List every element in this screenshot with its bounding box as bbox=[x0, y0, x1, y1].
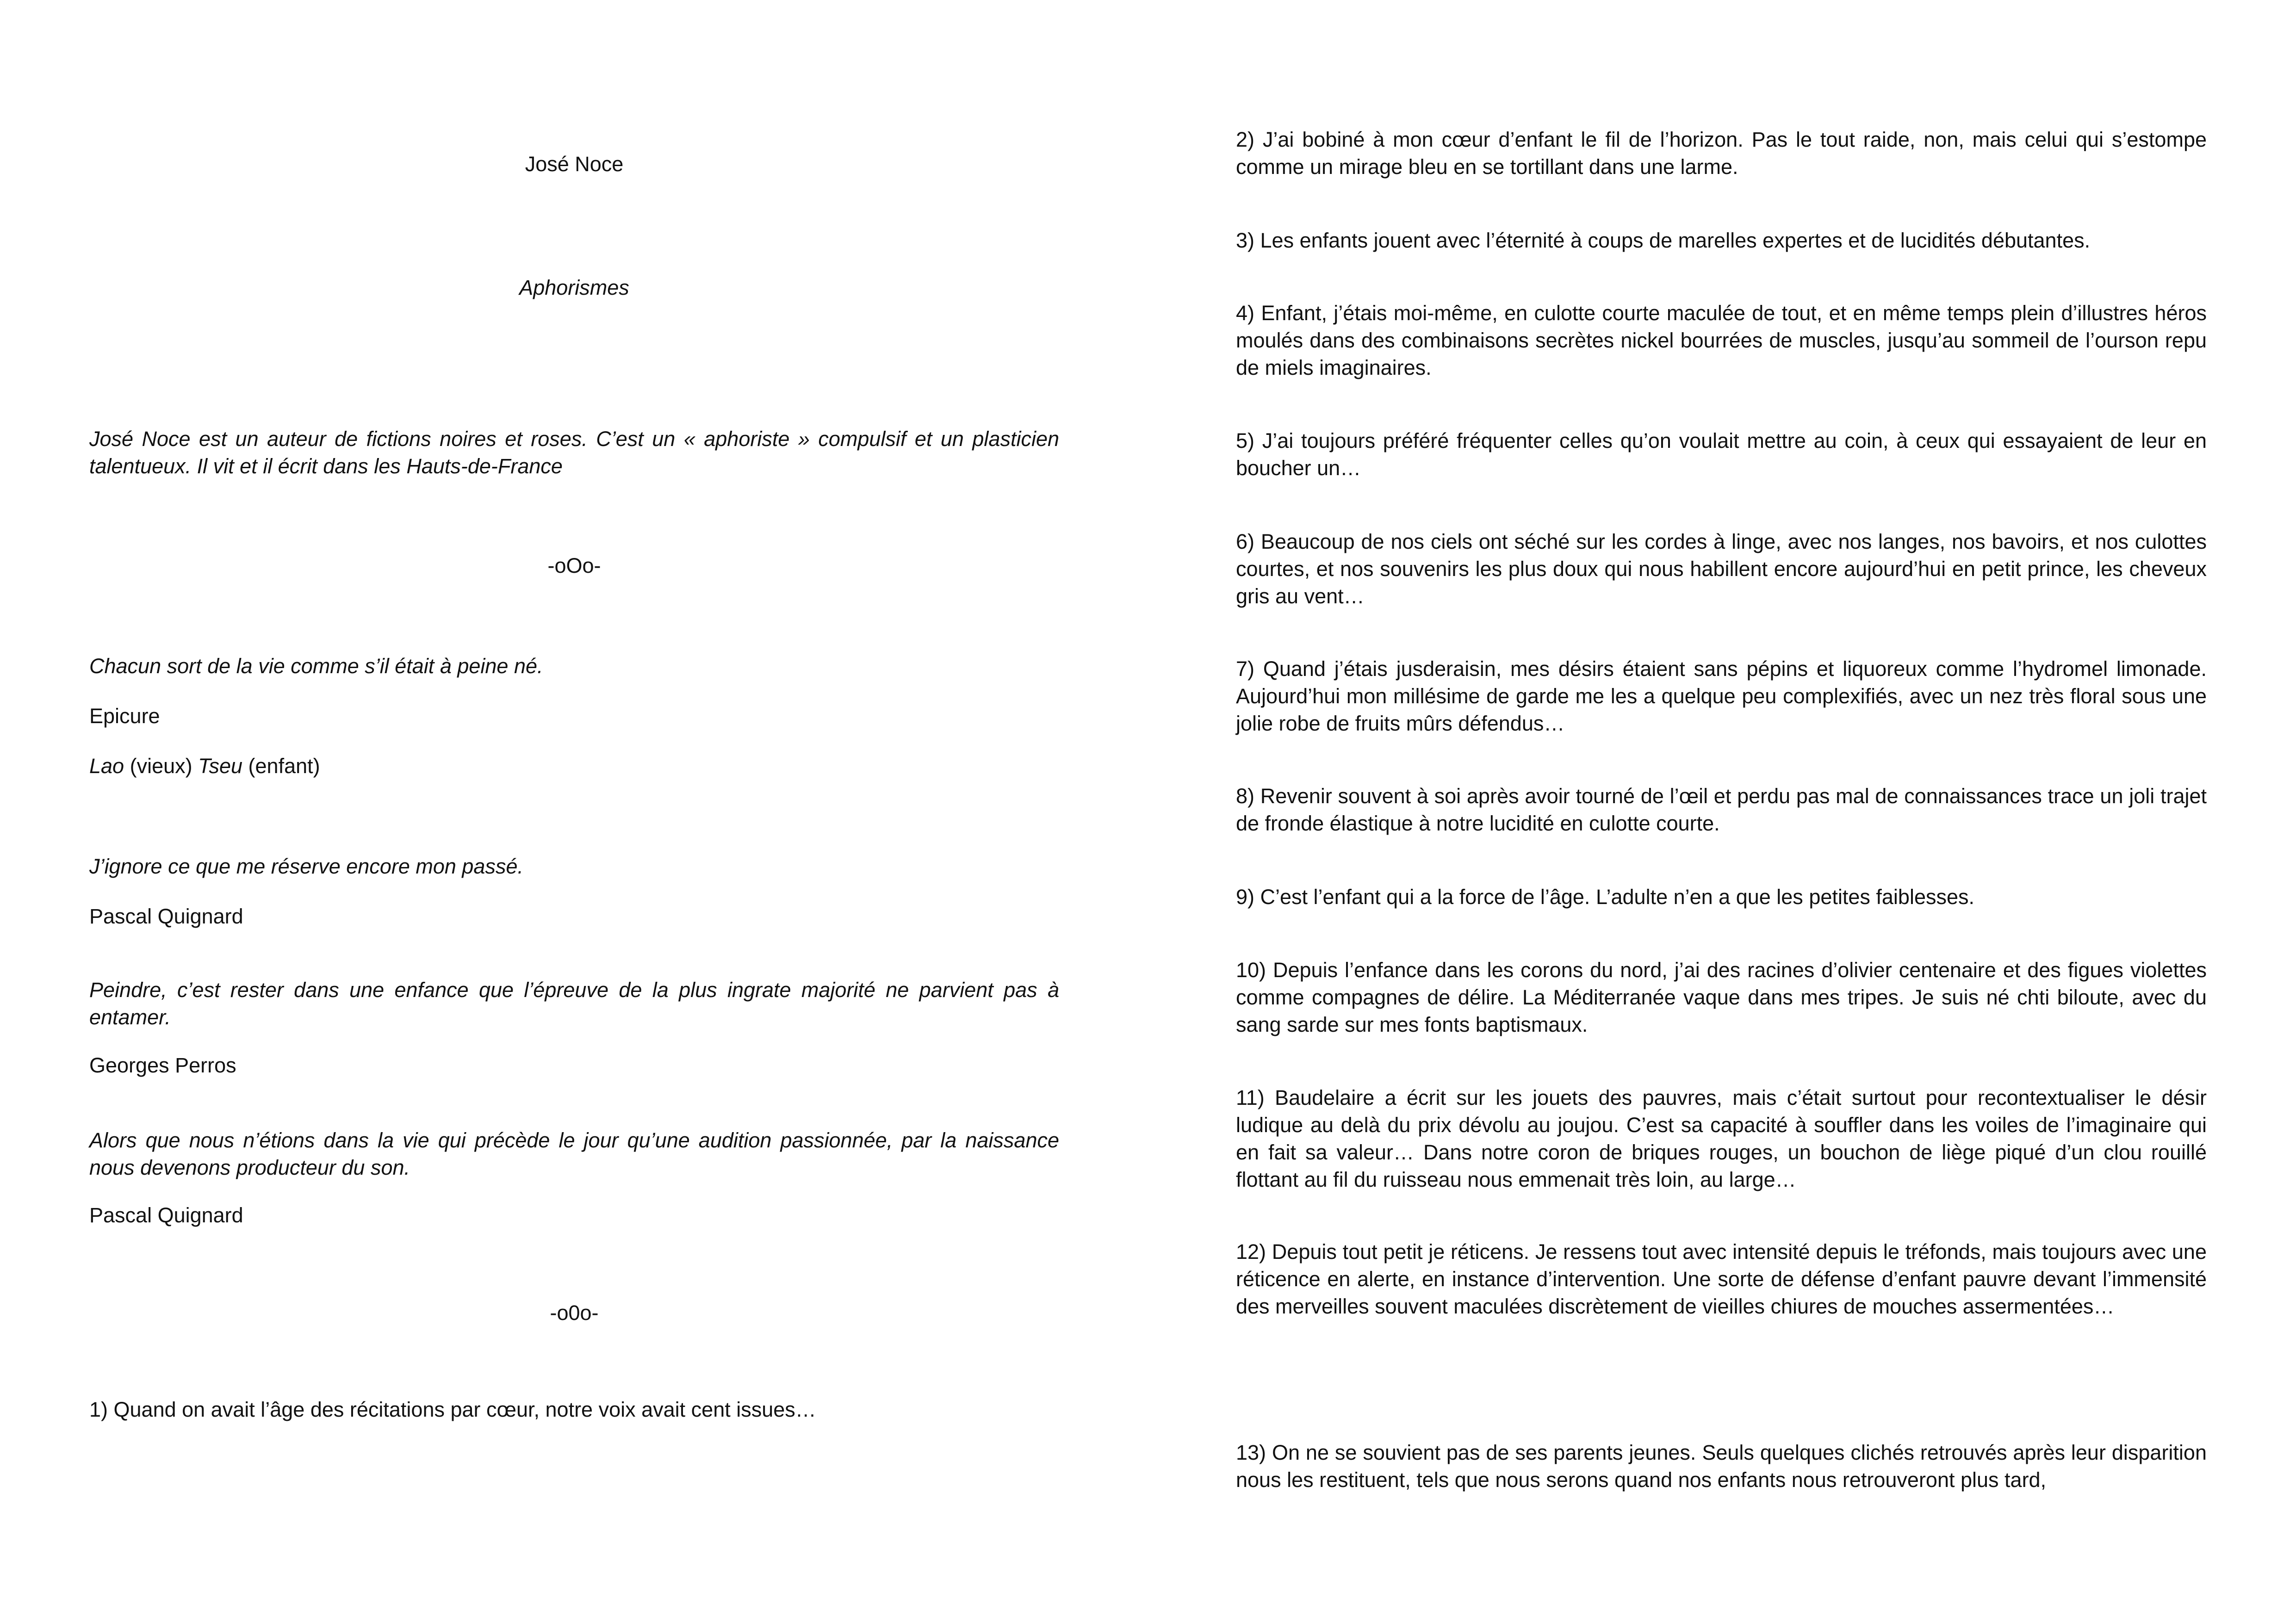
aphorism: 5) J’ai toujours préféré fréquenter celles qu’on voulait mettre au coin, à ceux qui essayaient de leur en boucher un… bbox=[1236, 429, 2207, 480]
epigraph-quote: J’ignore ce que me réserve encore mon passé. bbox=[89, 855, 523, 878]
epigraph-author: Pascal Quignard bbox=[89, 1203, 243, 1227]
subtitle: Aphorismes bbox=[519, 276, 629, 299]
separator: -o0o- bbox=[550, 1301, 599, 1325]
epigraph-quote: Chacun sort de la vie comme s’il était à peine né. bbox=[89, 654, 543, 678]
aphorism: 13) On ne se souvient pas de ses parents jeunes. Seuls quelques clichés retrouvés après leur disparition nous les restituent, tels que nous serons quand nos enfants nous retrouveront plus tard, bbox=[1236, 1441, 2207, 1492]
aphorism: 3) Les enfants jouent avec l’éternité à coups de marelles expertes et de lucidités débutantes. bbox=[1236, 229, 2091, 252]
aphorism: 9) C’est l’enfant qui a la force de l’âge. L’adulte n’en a que les petites faiblesses. bbox=[1236, 885, 1975, 909]
aphorism: 7) Quand j’étais jusderaisin, mes désirs étaient sans pépins et liquoreux comme l’hydromel limonade. Aujourd’hui mon millésime de garde me les a quelque peu complexifiés, avec un nez très floral sous une jolie robe de fruits mûrs défendus… bbox=[1236, 657, 2207, 735]
aphorism: 6) Beaucoup de nos ciels ont séché sur les cordes à linge, avec nos langes, nos bavoirs, et nos culottes courtes, et nos souvenirs les plus doux qui nous habillent encore aujourd’hui en petit prince, les cheveux gris au vent… bbox=[1236, 530, 2207, 608]
tseu-word: Tseu bbox=[198, 754, 243, 778]
right-page bbox=[1148, 0, 2296, 1623]
epigraph-author bbox=[89, 752, 1059, 780]
epigraph-author: Pascal Quignard bbox=[89, 904, 243, 928]
author-name: José Noce bbox=[525, 152, 624, 176]
lao-word: Lao bbox=[89, 754, 124, 778]
epigraph-quote: Peindre, c’est rester dans une enfance que l’épreuve de la plus ingrate majorité ne parvient pas à entamer. bbox=[89, 978, 1059, 1029]
aphorism: 1) Quand on avait l’âge des récitations par cœur, notre voix avait cent issues… bbox=[89, 1398, 816, 1421]
aphorism: 11) Baudelaire a écrit sur les jouets des pauvres, mais c’était surtout pour recontextualiser le désir ludique au delà du prix dévolu au joujou. C’est sa capacité à souffler dans les voiles de l’imaginaire qui en fait sa valeur… Dans notre coron de briques rouges, un bouchon de liège piqué d’un clou rouillé flottant au fil du ruisseau nous emmenait très loin, au large… bbox=[1236, 1086, 2207, 1191]
aphorism: 4) Enfant, j’étais moi-même, en culotte courte maculée de tout, et en même temps plein d’illustres héros moulés dans des combinaisons secrètes nickel bourrées de muscles, jusqu’au sommeil de l’ourson repu de miels imaginaires. bbox=[1236, 301, 2207, 379]
epigraph-author: Georges Perros bbox=[89, 1053, 236, 1077]
lao-gloss: (vieux) bbox=[124, 754, 199, 778]
tseu-gloss: (enfant) bbox=[242, 754, 320, 778]
aphorism: 12) Depuis tout petit je réticens. Je ressens tout avec intensité depuis le tréfonds, mais toujours avec une réticence en alerte, en instance d’intervention. Une sorte de défense d’enfant pauvre devant l’immensité des merveilles souvent maculées discrètement de vieilles chiures de mouches assermentées… bbox=[1236, 1240, 2207, 1318]
separator: -oOo- bbox=[547, 554, 601, 577]
epigraph-quote: Alors que nous n’étions dans la vie qui précède le jour qu’une audition passionnée, par la naissance nous devenons producteur du son. bbox=[89, 1128, 1059, 1179]
aphorism: 2) J’ai bobiné à mon cœur d’enfant le fil de l’horizon. Pas le tout raide, non, mais celui qui s’estompe comme un mirage bleu en se tortillant dans une larme. bbox=[1236, 128, 2207, 179]
author-bio: José Noce est un auteur de fictions noires et roses. C’est un « aphoriste » compulsif et un plasticien talentueux. Il vit et il écrit dans les Hauts-de-France bbox=[89, 427, 1059, 478]
aphorism: 10) Depuis l’enfance dans les corons du nord, j’ai des racines d’olivier centenaire et des figues violettes comme compagnes de délire. La Méditerranée vaque dans mes tripes. Je suis né chti biloute, avec du sang sarde sur mes fonts baptismaux. bbox=[1236, 958, 2207, 1036]
aphorism: 8) Revenir souvent à soi après avoir tourné de l’œil et perdu pas mal de connaissances trace un joli trajet de fronde élastique à notre lucidité en culotte courte. bbox=[1236, 784, 2207, 835]
epigraph-author: Epicure bbox=[89, 704, 160, 728]
